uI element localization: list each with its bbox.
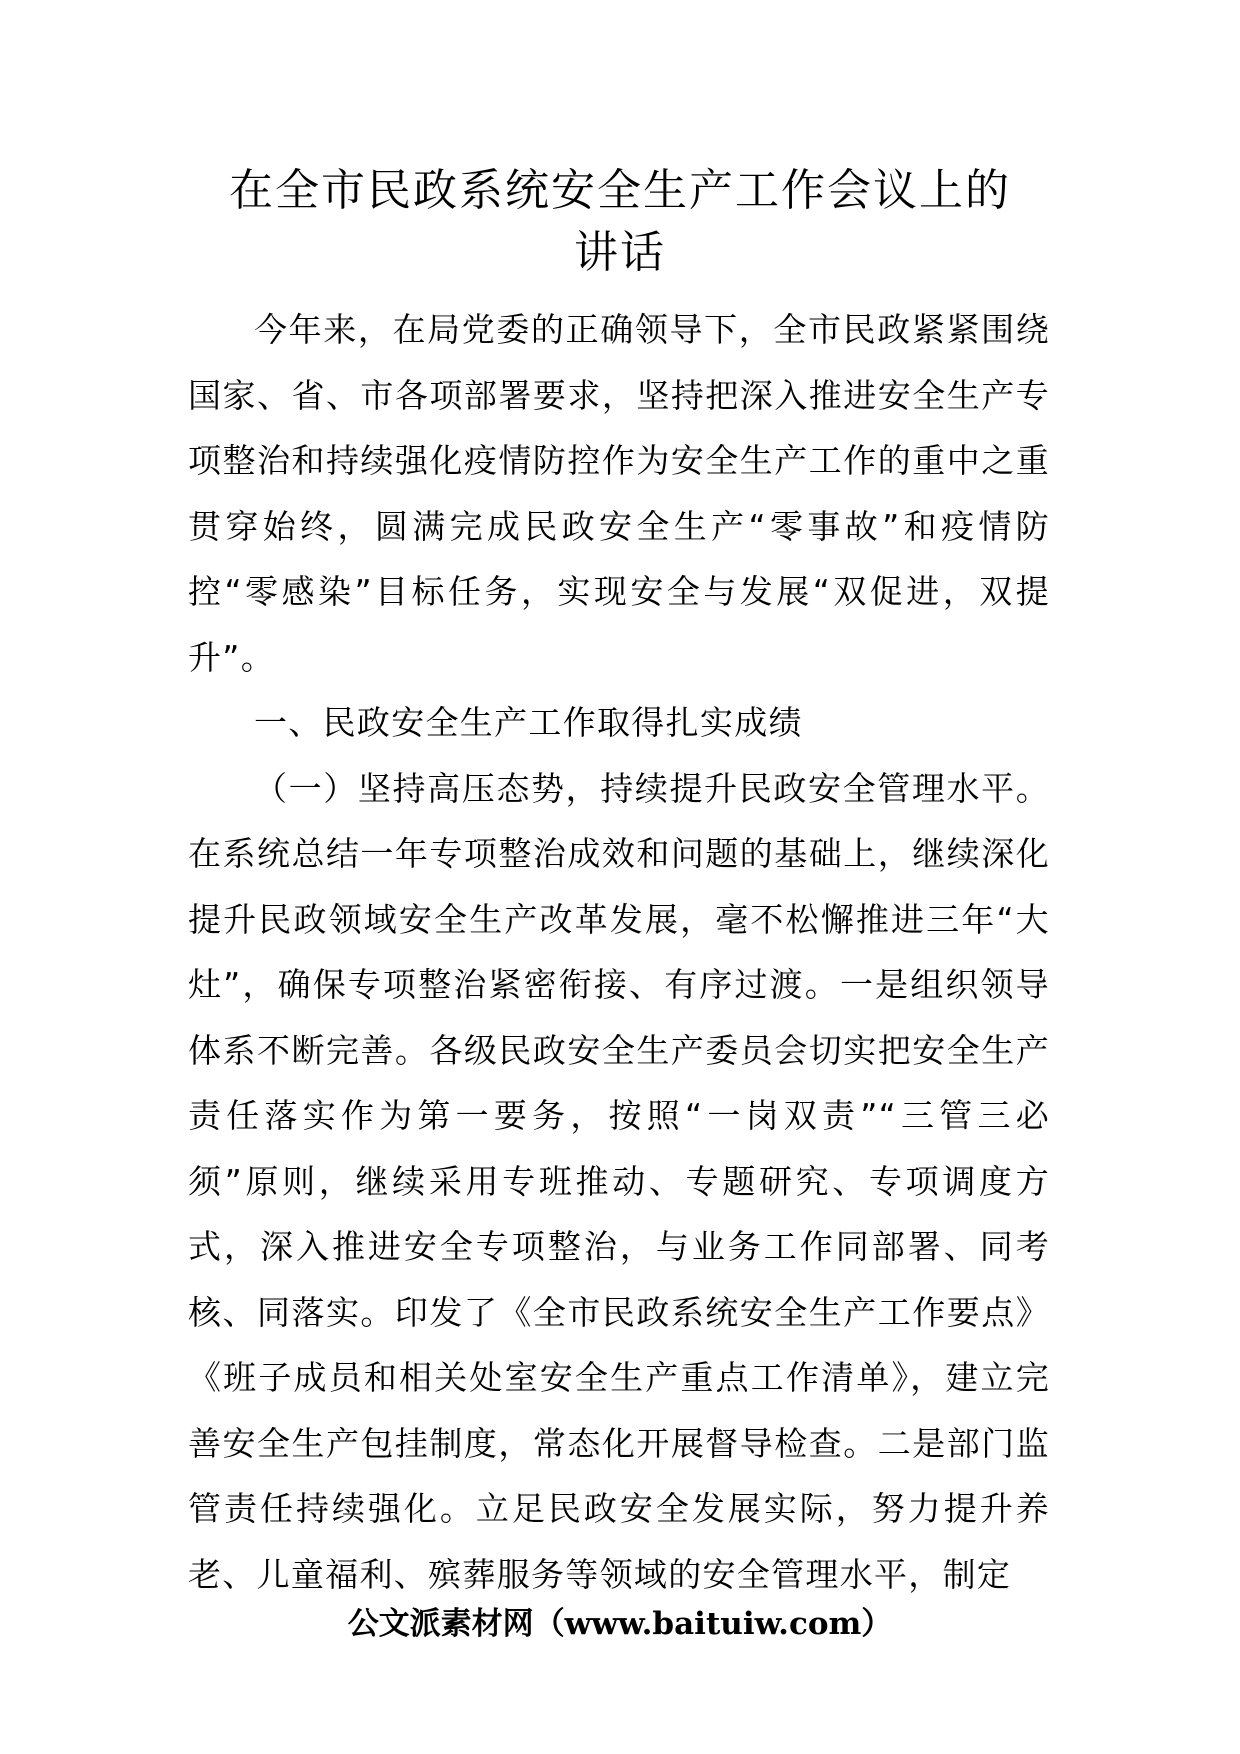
document-title xyxy=(188,160,1052,284)
paragraph-intro: 今年来，在局党委的正确领导下，全市民政紧紧围绕国家、省、市各项部署要求，坚持把深入推进安全生产专项整治和持续强化疫情防控作为安全生产工作的重中之重贯穿始终，圆满完成民政安全生产“零事故”和疫情防控“零感染”目标任务，实现安全与发展“双促进，双提升”。 xyxy=(188,310,1050,677)
section-heading-1: 一、民政安全生产工作取得扎实成绩 xyxy=(254,703,803,742)
title-line-2: 讲话 xyxy=(574,227,666,278)
footer-site-name: 公文派素材网 xyxy=(347,1606,534,1642)
paragraph-section-1-1: （一）坚持高压态势，持续提升民政安全管理水平。在系统总结一年专项整治成效和问题的基础上，继续深化提升民政领域安全生产改革发展，毫不松懈推进三年“大灶”，确保专项整治紧密衔接、有序过渡。一是组织领导体系不断完善。各级民政安全生产委员会切实把安全生产责任落实作为第一要务，按照“一岗双责”“三管三必须”原则，继续采用专班推动、专题研究、专项调度方式，深入推进安全专项整治，与业务工作同部署、同考核、同落实。印发了《全市民政系统安全生产工作要点》《班子成员和相关处室安全生产重点工作清单》，建立完善安全生产包挂制度，常态化开展督导检查。二是部门监管责任持续强化。立足民政安全发展实际，努力提升养老、儿童福利、殡葬服务等领域的安全管理水平，制定 xyxy=(188,768,1050,1594)
title-line-1: 在全市民政系统安全生产工作会议上的 xyxy=(229,165,1011,216)
footer-watermark xyxy=(0,1604,1240,1644)
document-body xyxy=(188,297,1050,1607)
footer-url: （www.baituiw.com） xyxy=(533,1606,893,1642)
